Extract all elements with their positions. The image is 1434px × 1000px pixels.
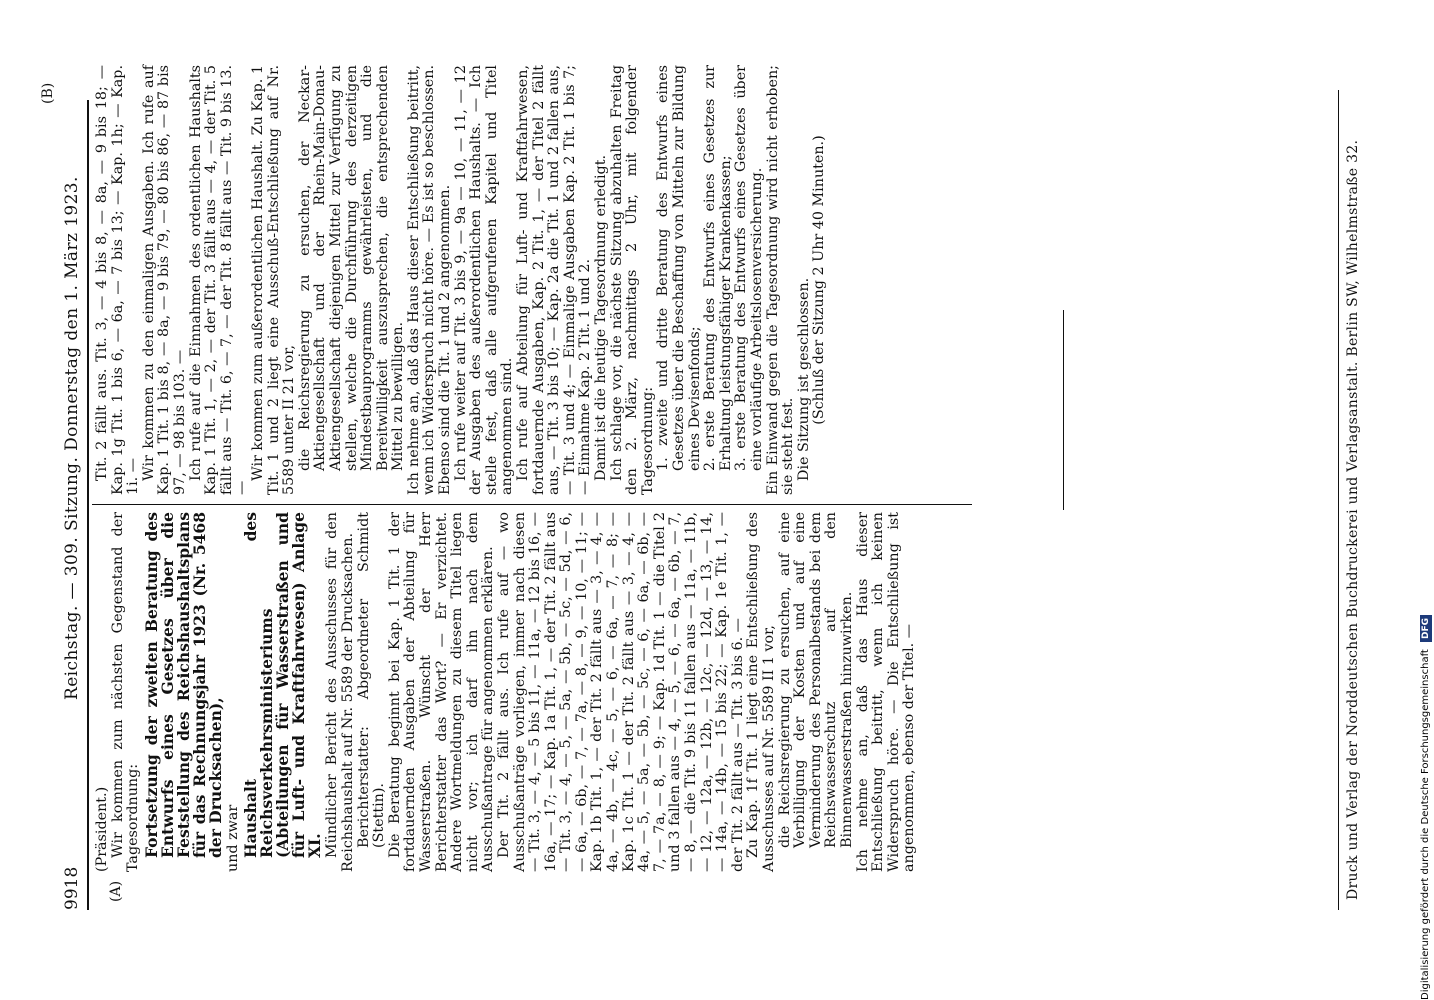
closing-rule — [1063, 310, 1064, 510]
page-number: 9918 — [62, 866, 82, 910]
left-paragraph: Die Beratung beginnt bei Kap. 1 Tit. 1 der fortdauernden Ausgaben der Abteilung für Wasserstraßen. Wünscht der Herr Berichterstatter das Wort? — Er verzichtet. Andere Wortmeldungen zu diesem Titel liegen nicht vor; ich darf ihn nach dem Ausschußantrage für angenommen erklären. — [386, 512, 497, 872]
right-paragraph: Ich nehme an, daß das Haus dieser Entschließung beitritt, wenn ich Widerspruch nicht höre. — Es ist so beschlossen. Ebenso sind die Tit. 1 und 2 angenommen. — [405, 65, 454, 495]
left-heading: Fortsetzung der zweiten Beratung des Entwurfs eines Gesetzes über die Feststellung des Reichshaushaltsplans für das Rechnungsjahr 1923 (Nr. 5468 der Drucksachen), — [141, 512, 225, 858]
right-paragraph: Wir kommen zu den einmaligen Ausgaben. Ich rufe auf Kap. 1 Tit. 1 bis 8, — 8a, — 9 bis 79, — 80 bis 86, — 87 bis 97, — 98 bis 103. — — [140, 65, 188, 495]
margin-marker-b: (B) — [40, 82, 56, 104]
right-paragraph: Ich schlage vor, die nächste Sitzung abzuhalten Freitag den 2. März, nachmittags 2 Uhr, mit folgender Tagesordnung: — [608, 65, 656, 495]
left-paragraph: Ich nehme an, daß das Haus dieser Entschließung beitritt, wenn ich keinen Widerspruch höre. — Die Entschließung ist angenommen, ebenso der Titel. — — [854, 512, 918, 872]
running-title: Reichstag. — 309. Sitzung. Donnerstag den 1. März 1923. — [62, 176, 82, 700]
right-column — [95, 65, 828, 495]
right-paragraph: 1. zweite und dritte Beratung des Entwurfs eines Gesetzes über die Beschaffung von Mitteln zur Bildung eines Devisenfonds; — [655, 65, 703, 471]
right-paragraph: Tit. 2 fällt aus. Tit. 3, — 4 bis 8, — 8a, — 9 bis 18; — Kap. 1g Tit. 1 bis 6, — 6a, — 7 bis 13; — Kap. 1h; — Kap. 1i. — — [94, 65, 142, 495]
right-paragraph: Ein Einwand gegen die Tagesordnung wird nicht erhoben; sie steht fest. — [764, 65, 797, 495]
imprint-footer: Druck und Verlag der Norddeutschen Buchdruckerei und Verlagsanstalt. Berlin SW, Wilhelmstraße 32. — [1345, 139, 1361, 900]
left-column — [95, 512, 918, 872]
right-paragraph: 3. erste Beratung des Entwurfs eines Gesetzes über eine vorläufige Arbeitslosenversicherung. — [733, 65, 765, 471]
right-paragraph: Ich rufe auf die Einnahmen des ordentlichen Haushalts Kap. 1 Tit. 1, — 2, — der Tit. 3 fällt aus — 4, — der Tit. 5 fällt aus — Tit. 6, — 7, — der Tit. 8 fällt aus — Tit. 9 bis 13. — — [187, 65, 251, 495]
left-paragraph: Berichterstatter: Abgeordneter Schmidt (Stettin). — [355, 512, 388, 848]
left-paragraph: Zu Kap. 1f Tit. 1 liegt eine Entschließung des Ausschusses auf Nr. 5589 II 1 vor, — [745, 512, 777, 872]
margin-marker-a: (A) — [108, 880, 124, 902]
header-rule — [87, 100, 89, 910]
right-paragraph: Die Sitzung ist geschlossen. — [795, 277, 812, 481]
left-paragraph: die Reichsregierung zu ersuchen, auf eine Verbilligung der Kosten und auf eine Verminderung des Personalbestands bei dem Reichswasserschutz auf den Binnenwasserstraßen hinzuwirken. — [776, 512, 855, 848]
left-paragraph: Der Tit. 2 fällt aus. Ich rufe auf — wo Ausschußanträge vorliegen, immer nach diesen — Tit. 3, — 4, — 5 bis 11, — 11a, — 12 bis 16, — 16a, — 17; — Kap. 1a Tit. 1, — der Tit. 2 fällt aus — Tit. 3, — 4, — 5, — 5a, — 5b, — 5c, — 5d, — 6, — 6a, — 6b, — 7, — 7a, — 8, — 9, — 10, — 11; — Kap. 1b Tit. 1, — der Tit. 2 fällt aus — 3, — 4, — 4a, — 4b, — 4c, — 5, — 6, — 6a, — 7, — 8; — Kap. 1c Tit. 1 — der Tit. 2 fällt aus — 3, — 4, — 4a, — 5, — 5a, — 5b, — 5c, — 6, — 6a, — 6b, — 7, — 7a, — 8, — 9; — Kap. 1d Tit. 1 — die Titel 2 und 3 fallen aus — 4, — 5, — 6, — 6a, — 6b, — 7, — 8, — die Tit. 9 bis 11 fallen aus — 11a, — 11b, — 12, — 12a, — 12b, — 12c, — 12d, — 13, — 14, — 14a, — 14b, — 15 bis 22; — Kap. 1e Tit. 1, — der Tit. 2 fällt aus — Tit. 3 bis 6. — — [495, 512, 746, 872]
footer-rule — [1338, 90, 1339, 910]
right-paragraph: die Reichsregierung zu ersuchen, der Neckar-Aktiengesellschaft und der Rhein-Main-Donau-Aktiengesellschaft diejenigen Mittel zur Verfügung zu stellen, welche die Durchführung des derzeitigen Mindestbauprogramms gewährleisten, und die Bereitwilligkeit auszusprechen, die entsprechenden Mittel zu bewilligen. — [296, 65, 407, 471]
left-paragraph: und zwar — [224, 804, 241, 872]
dfg-logo: DFG — [1420, 615, 1432, 642]
left-paragraph: (Präsident.) — [94, 786, 110, 872]
column-divider — [92, 504, 972, 505]
right-paragraph: Damit ist die heutige Tagesordnung erledigt. — [593, 155, 609, 481]
right-paragraph: Ich rufe auf Abteilung für Luft- und Kraftfahrwesen, fortdauernde Ausgaben, Kap. 2 Tit. 1, — der Titel 2 fällt aus, — Tit. 3 bis 10; — Kap. 2a die Tit. 1 und 2 fallen aus, — Tit. 3 und 4; — Einmalige Ausgaben Kap. 2 Tit. 1 bis 7; — Einnahme Kap. 2 Tit. 1 und 2. — [515, 65, 594, 495]
left-paragraph: Wir kommen zum nächsten Gegenstand der Tagesordnung: — [109, 512, 142, 872]
digitization-text: Digitalisierung gefördert durch die Deutsche Forschungsgemeinschaft — [1420, 649, 1431, 1000]
left-paragraph: Mündlicher Bericht des Ausschusses für den Reichshaushalt auf Nr. 5589 der Drucksachen. — [324, 512, 356, 872]
right-paragraph: Wir kommen zum außerordentlichen Haushalt. Zu Kap. 1 Tit. 1 und 2 liegt eine Ausschuß-Entschließung auf Nr. 5589 unter II 21 vor, — [249, 65, 298, 495]
right-paragraph: Ich rufe weiter auf Tit. 3 bis 9, — 9a — 10, — 11, — 12 der Ausgaben des außerordentlichen Haushalts. — Ich stelle fest, daß alle aufgerufenen Kapitel und Titel angenommen sind. — [452, 65, 516, 495]
digitization-note — [1420, 0, 1432, 1000]
right-paragraph: (Schluß der Sitzung 2 Uhr 40 Minuten.) — [811, 135, 828, 425]
left-heading: Haushalt des Reichsverkehrsministeriums (Abteilungen für Wasserstraßen und für Luft- und Kraftfahrwesen) Anlage XI. — [241, 512, 325, 858]
right-paragraph: 2. erste Beratung des Entwurfs eines Gesetzes zur Erhaltung leistungsfähiger Krankenkassen; — [702, 65, 734, 471]
